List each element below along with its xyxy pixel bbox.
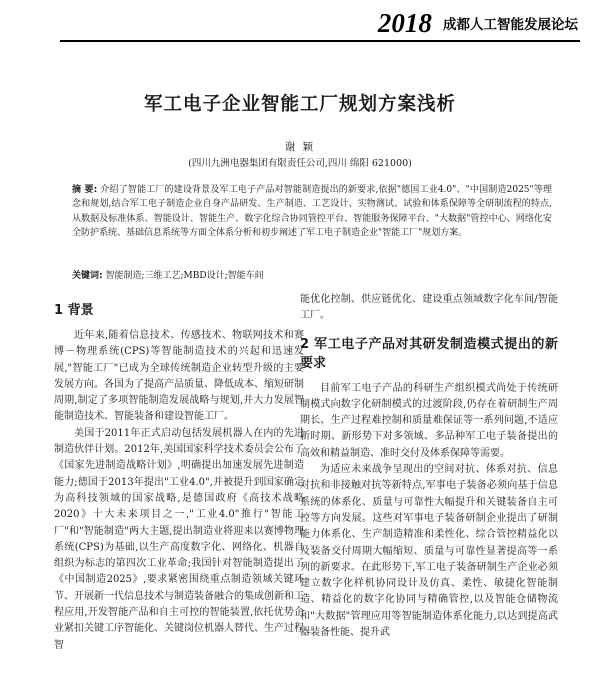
keywords-text: 智能制造;三维工艺;MBD设计;智能车间 — [105, 271, 264, 281]
header-rule — [60, 40, 580, 42]
abstract-text: 介绍了智能工厂的建设背景及军工电子产品对智能制造提出的新要求,依据"德国工业4.0"、"中国制造2025"等理念和规划,结合军工电子制造企业自身产品研发、生产制造、工艺设计、实物测试、试验和体系保障等全研制流程的特点,从数据及标准体系、智能设计、智能生产、数字化综合协同管控平台、智能服务保障平台、"大数据"管控中心、网络化安全防护系统、基础信息系统等方面全体系分析和初步阐述了军工电子制造企业"智能工厂"规划方案。 — [72, 185, 552, 238]
header-year: 2018 — [377, 8, 432, 38]
running-header — [148, 8, 578, 38]
section-1-paragraph-2-continued: 能优化控制、供应链优化、建设重点领域数字化车间/智能工厂。 — [300, 294, 558, 322]
article-affiliation: (四川九洲电器集团有限责任公司,四川 绵阳 621000) — [188, 158, 412, 169]
article-author: 谢 颖 — [284, 141, 316, 153]
keywords — [72, 268, 552, 281]
abstract-label: 摘 要: — [72, 185, 98, 195]
right-column — [300, 292, 558, 641]
header-journal-title: 成都人工智能发展论坛 — [443, 17, 578, 33]
section-2-paragraph-1: 目前军工电子产品的科研生产组织模式尚处于传统研制模式向数字化研制模式的过渡阶段,仍存在着研制生产周期长、生产过程难控制和质量难保证等一系列问题,不适应新时期、新形势下对多领域、多品种军工电子装备提出的高效和精益制造、准时交付及体系保障等需要。 — [300, 382, 558, 459]
section-1-heading: 1 背景 — [54, 303, 94, 318]
keywords-label: 关键词: — [72, 271, 103, 281]
article-title: 军工电子企业智能工厂规划方案浅析 — [143, 94, 456, 115]
section-1-paragraph-2: 美国于2011年正式启动包括发展机器人在内的先进制造伙伴计划。2012年,美国国家科学技术委员会公布了《国家先进制造战略计划》,明确提出加速发展先进制造能力;德国于2013年提出"工业4.0",并被提升到国家确定为高科技领域的国家战略,是德国政府《高技术战略2020》十大未来项目之一,"工业4.0"推行"智能工厂"和"智能制造"两大主题,提出制造业将迎来以赛博物理系统(CPS)为基础,以生产高度数字化、网络化、机器自组织为标志的第四次工业革命;我国针对智能制造提出了《中国制造2025》,要求紧密围绕重点制造领域关键环节、开展新一代信息技术与制造装备融合的集成创新和工程应用,开发智能产品和自主可控的智能装置,依托优势企业紧扣关键工序智能化、关键岗位机器人替代、生产过程智 — [54, 427, 304, 651]
left-column — [54, 302, 304, 654]
abstract — [72, 183, 552, 240]
section-2-heading: 2 军工电子产品对其研发制造模式提出的新要求 — [300, 336, 558, 371]
section-1-paragraph-1: 近年来,随着信息技术、传感技术、物联网技术和赛博－物理系统(CPS)等智能制造技术的兴起和迅速发展,"智能工厂"已成为全球传统制造企业转型升级的主要发展方向。各国为了提高产品质量、降低成本、缩短研制周期,制定了多项智能制造发展战略与规划,并大力发展智能制造技术、智能装备和建设智能工厂。 — [54, 330, 304, 423]
section-2-paragraph-2: 为适应未来战争呈现出的空间对抗、体系对抗、信息对抗和非接触对抗等新特点,军事电子装备必须向基于信息系统的体系化、质量与可靠性大幅提升和关键装备自主可控等方向发展。这些对军事电子装备研制企业提出了研制能力体系化、生产制造精准和柔性化、综合管控精益化以及装备交付周期大幅缩短、质量与可靠性显著提高等一系列的新要求。在此形势下,军工电子装备研制生产企业必须建立数字化样机协同设计及仿真、柔性、敏捷化智能制造、精益化的数字化协同与精确管控,以及智能仓储物流和"大数据"管理应用等智能制造体系化能力,以达到提高武器装备性能、提升武 — [300, 464, 558, 639]
